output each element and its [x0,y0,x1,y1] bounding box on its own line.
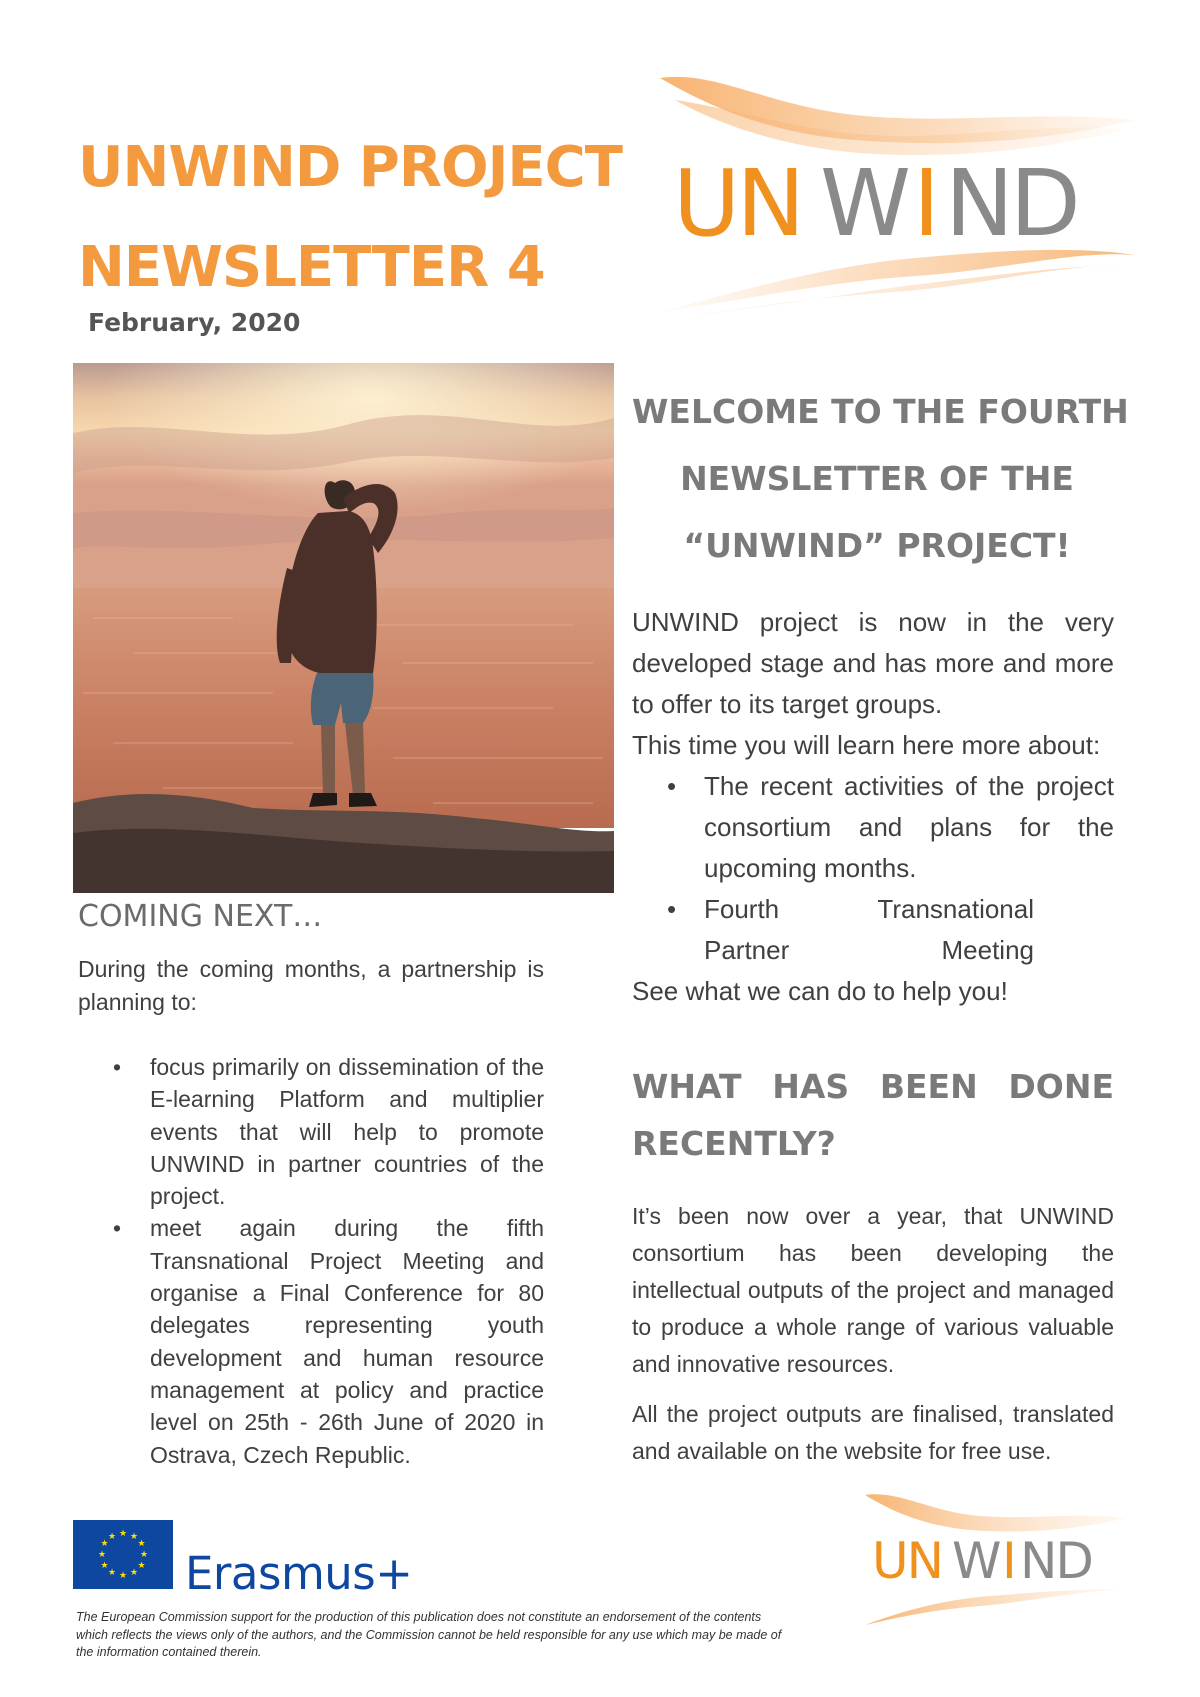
bullet-icon: • [113,1215,122,1242]
list-item-text: meet again during the fifth Transnational Project Meeting and organise a Final Conference for 80 delegates representing youth development and human resource management at policy and practice level on 25th - 26th June of 2020 in Ostrava, Czech Republic. [150,1215,544,1468]
coming-next-list [78,1051,544,1471]
coming-next-heading: COMING NEXT… [78,899,323,934]
welcome-closing: See what we can do to help you! [632,976,1008,1006]
welcome-line-3: “UNWIND” PROJECT! [683,526,1071,565]
list-item [632,766,1114,889]
coming-next-intro: During the coming months, a partnership is planning to: [78,956,544,1015]
title-line-2: NEWSLETTER 4 [78,235,545,300]
done-heading-line-2: RECENTLY? [632,1124,836,1163]
list-item [78,1051,544,1212]
welcome-line-2: NEWSLETTER OF THE [680,459,1074,498]
done-word: HAS [772,1067,850,1106]
list-item-text: focus primarily on dissemination of the E-learning Platform and multiplier events that will help to promote UNWIND in partner countries of the project. [150,1054,544,1210]
svg-text:★: ★ [97,1550,107,1560]
unwind-logo [655,70,1145,320]
welcome-body [632,602,1114,1012]
svg-text:★: ★ [137,1539,146,1549]
svg-text:★: ★ [107,1568,117,1578]
welcome-line-1: WELCOME TO THE FOURTH [632,392,1129,431]
svg-text:W: W [952,1532,999,1590]
done-paragraph-1: It’s been now over a year, that UNWIND consortium has been developing the intellectual outputs of the project and managed to produce a whole range of various valuable and innovative resources. [632,1203,1114,1377]
svg-text:★: ★ [118,1529,128,1539]
welcome-heading [632,378,1129,579]
list-item-text: The recent activities of the project consortium and plans for the upcoming months. [704,771,1114,883]
list-item [632,889,1114,971]
svg-text:★: ★ [129,1568,139,1578]
issue-date: February, 2020 [88,308,301,337]
svg-text:★: ★ [129,1532,139,1542]
bullet-icon: • [667,894,677,924]
done-word: DONE [1008,1067,1114,1106]
svg-text:★: ★ [107,1532,117,1542]
erasmus-logo-text: Erasmus+ [185,1547,413,1600]
svg-text:I: I [1002,1532,1017,1590]
svg-text:★: ★ [100,1539,109,1549]
newsletter-title [78,118,638,318]
unwind-logo-small [860,1490,1130,1630]
disclaimer-text: The European Commission support for the production of this publication does not constitute an endorsement of the contents which reflects the views only of the authors, and the Commission cannot be held responsible for any use which may be made of the information contained therein. [76,1610,782,1659]
welcome-lead-in: This time you will learn here more about: [632,730,1101,760]
list-item-text: Fourth Transnational Partner Meeting [704,894,1034,965]
done-heading-line-1 [632,1058,1114,1115]
bullet-icon: • [667,771,677,801]
done-word: WHAT [632,1067,742,1106]
svg-text:W: W [820,150,905,257]
svg-text:★: ★ [137,1561,146,1571]
svg-text:I: I [913,150,941,257]
welcome-list [632,766,1114,971]
eu-flag-icon [73,1520,173,1589]
done-word: BEEN [879,1067,978,1106]
done-paragraph-2: All the project outputs are finalised, translated and available on the website for free use. [632,1401,1114,1464]
svg-text:★: ★ [139,1550,149,1560]
title-line-1: UNWIND PROJECT [78,135,622,200]
bullet-icon: • [113,1054,122,1080]
sunset-photo [73,363,614,893]
svg-text:★: ★ [118,1571,128,1581]
svg-text:★: ★ [100,1561,109,1571]
svg-text:UN: UN [872,1532,942,1590]
svg-text:ND: ND [945,150,1077,257]
done-heading [632,1058,1114,1172]
welcome-paragraph: UNWIND project is now in the very developed stage and has more and more to offer to its target groups. [632,607,1114,719]
svg-text:UN: UN [673,150,802,257]
svg-text:ND: ND [1020,1532,1092,1590]
list-item [78,1212,544,1470]
